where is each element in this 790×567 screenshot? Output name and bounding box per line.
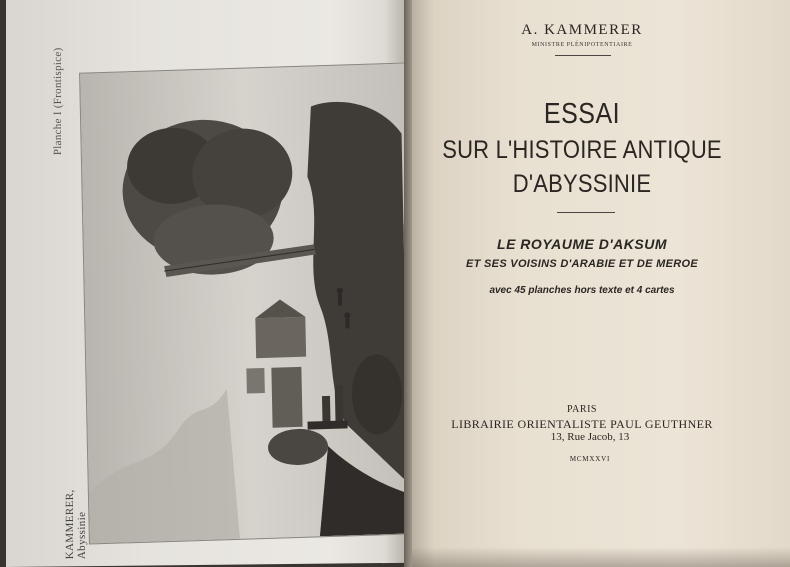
page-bottom-shadow: [412, 547, 790, 567]
subtitle-line-1: LE ROYAUME D'AKSUM: [497, 236, 667, 252]
title-divider: [557, 212, 615, 213]
subtitle-line-2: ET SES VOISINS D'ARABIE ET DE MEROE: [466, 258, 698, 270]
plate-caption-bottom: KAMMERER, Abyssinie: [64, 489, 88, 560]
frontispiece-page: [6, 0, 410, 567]
engraving-illustration: [80, 63, 418, 543]
author-title: MINISTRE PLÉNIPOTENTIAIRE: [531, 42, 633, 48]
title-line-1: ESSAI: [543, 97, 621, 131]
author-name: A. KAMMERER: [521, 22, 643, 38]
publication-date: MCMXXVI: [569, 455, 611, 463]
plate-caption-top: Planche I (Frontispice): [52, 47, 64, 156]
title-line-2: SUR L'HISTOIRE ANTIQUE: [442, 135, 722, 164]
publication-city: PARIS: [567, 404, 597, 415]
title-page: [412, 0, 790, 567]
subtitle-line-3: avec 45 planches hors texte et 4 cartes: [489, 285, 675, 296]
title-line-3: D'ABYSSINIE: [512, 169, 652, 198]
publisher-name: LIBRAIRIE ORIENTALISTE PAUL GEUTHNER: [451, 417, 713, 431]
publisher-address: 13, Rue Jacob, 13: [550, 431, 630, 443]
frontispiece-plate: [79, 62, 419, 544]
author-divider: [555, 55, 611, 56]
